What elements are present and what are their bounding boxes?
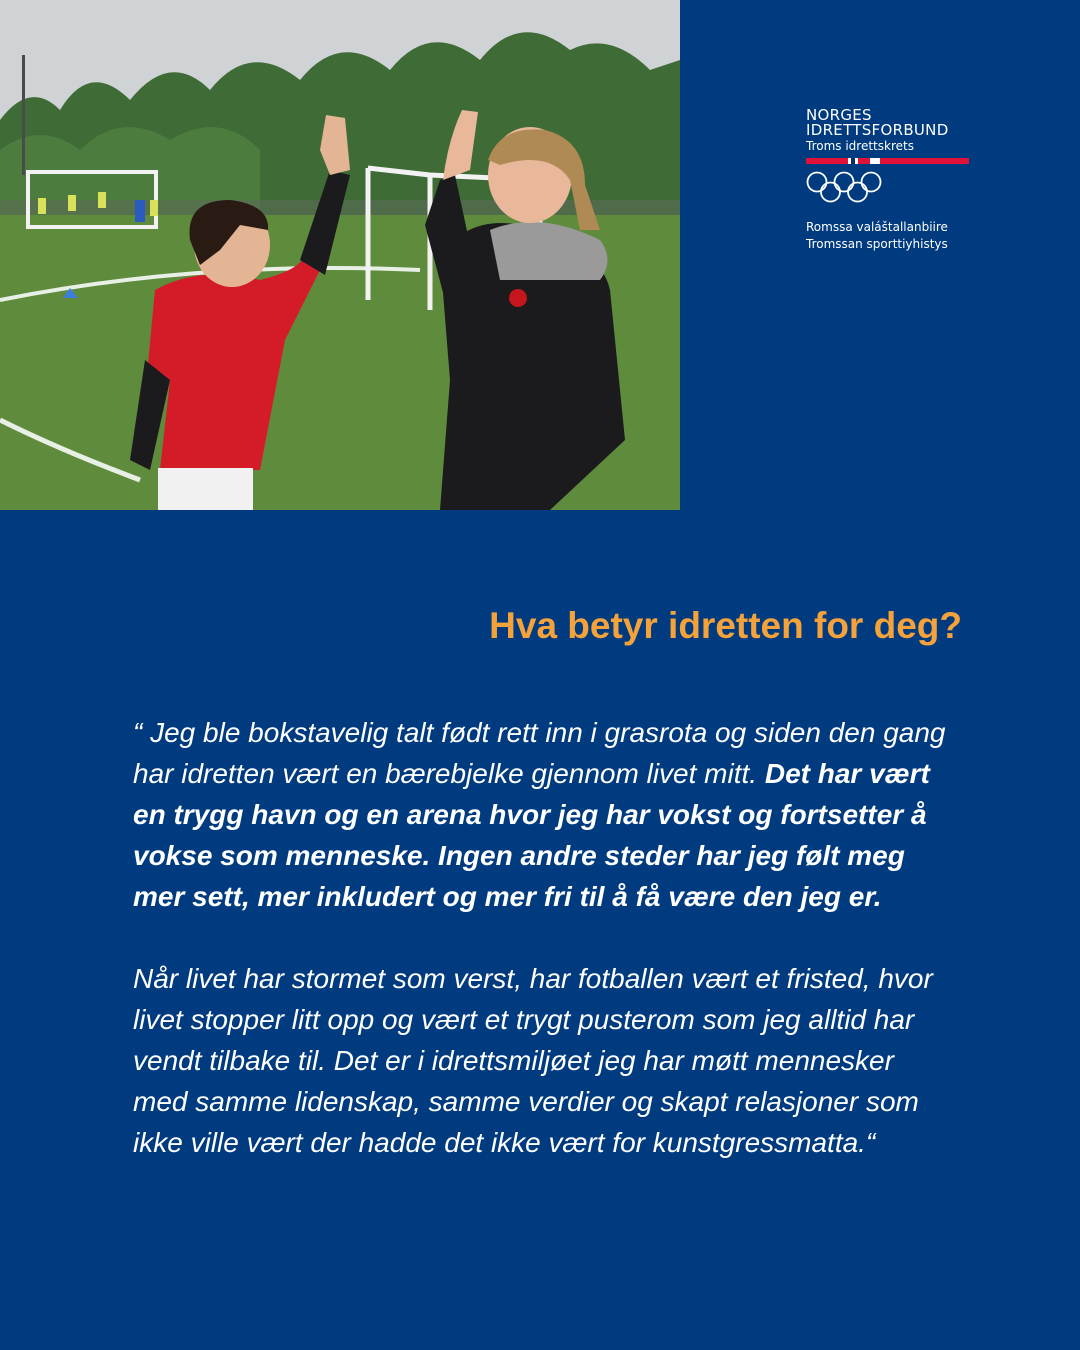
- olympic-rings-icon: [806, 170, 882, 206]
- nif-logo: [806, 108, 986, 253]
- quote-paragraph-1: [133, 712, 953, 917]
- player-blue: [135, 200, 145, 222]
- logo-line-idrettsforbund: IDRETTSFORBUND: [806, 121, 949, 139]
- quote-block: [133, 712, 953, 1163]
- logo-line-norges: NORGES: [806, 106, 872, 124]
- flag-bar: [806, 158, 969, 164]
- region-name-kven: Tromssan sporttiyhistys: [806, 237, 948, 251]
- page-heading: Hva betyr idretten for deg?: [489, 605, 962, 646]
- hero-photo: [0, 0, 680, 510]
- logo-subtitle: Troms idrettskrets: [806, 139, 914, 153]
- quote-p1-bold: Det har vært en trygg havn og en arena hvor jeg har vokst og fortsetter å vokse som menneske. Ingen andre steder har jeg følt meg mer sett, mer inkludert og mer fri til å få være den jeg er.: [133, 758, 930, 912]
- quote-p1-regular: “ Jeg ble bokstavelig talt født rett inn i grasrota og siden den gang har idretten vært en bærebjelke gjennom livet mitt.: [133, 717, 946, 789]
- photo-illustration: [0, 0, 680, 510]
- light-pole: [22, 55, 25, 175]
- region-name-sami: Romssa valáštallanbiire: [806, 220, 948, 234]
- region-names: [806, 219, 986, 253]
- quote-paragraph-2: Når livet har stormet som verst, har fotballen vært et fristed, hvor livet stopper litt opp og vært et trygt pusterom som jeg alltid har vendt tilbake til. Det er i idrettsmiljøet jeg har møtt mennesker med samme lidenskap, samme verdier og skapt relasjoner som ikke ville vært der hadde det ikke vært for kunstgressmatta.“: [133, 963, 933, 1158]
